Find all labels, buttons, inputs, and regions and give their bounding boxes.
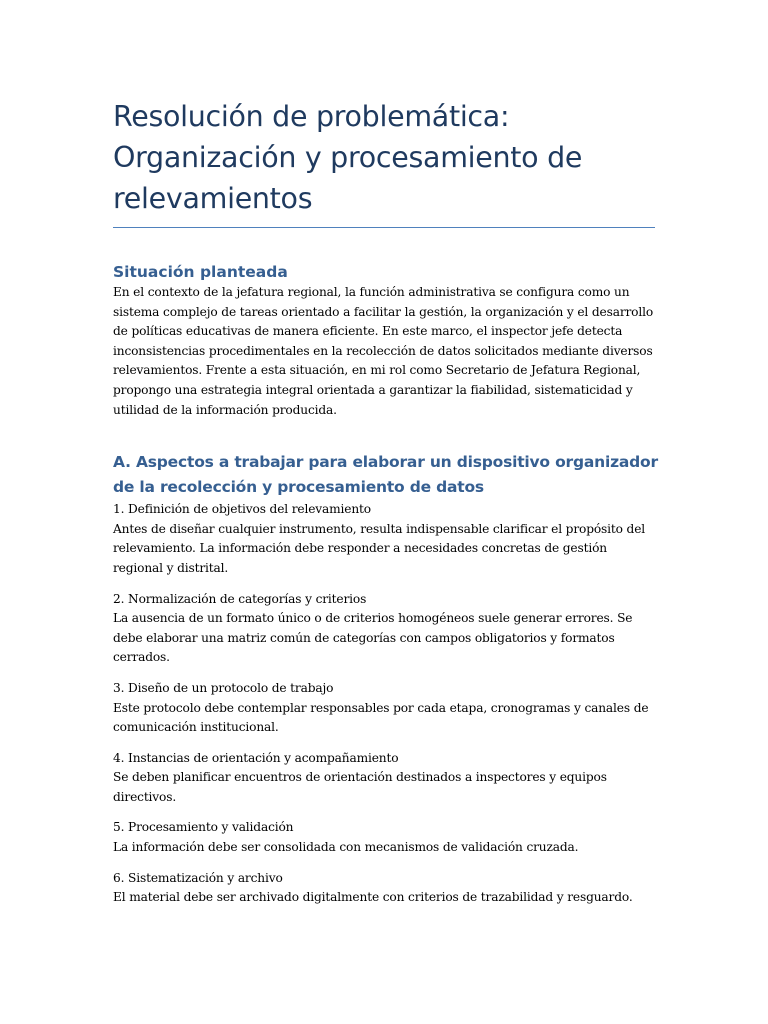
aspecto-item <box>113 818 658 857</box>
aspecto-item <box>113 590 658 668</box>
aspectos-heading: A. Aspectos a trabajar para elaborar un dispositivo organizador de la recolección y procesamiento de datos <box>113 453 658 497</box>
aspecto-item-body: La información debe ser consolidada con mecanismos de validación cruzada. <box>113 840 579 855</box>
aspecto-item <box>113 679 658 738</box>
aspecto-item-title: 1. Definición de objetivos del relevamiento <box>113 502 371 517</box>
aspectos-list <box>113 500 658 908</box>
aspecto-item-title: 6. Sistematización y archivo <box>113 870 283 885</box>
document-page <box>113 96 658 908</box>
aspecto-item-title: 5. Procesamiento y validación <box>113 820 294 835</box>
aspecto-item-title: 4. Instancias de orientación y acompañamiento <box>113 750 399 765</box>
document-title <box>113 96 658 219</box>
aspecto-item-body: Se deben planificar encuentros de orientación destinados a inspectores y equipos directivos. <box>113 770 607 804</box>
aspecto-item-body: La ausencia de un formato único o de criterios homogéneos suele generar errores. Se debe elaborar una matriz común de categorías con campos obligatorios y formatos cerrados. <box>113 611 633 665</box>
aspecto-item <box>113 869 658 908</box>
document-title-line: Resolución de problemática: <box>113 100 510 133</box>
situacion-heading: Situación planteada <box>113 263 288 281</box>
aspecto-item-title: 2. Normalización de categorías y criterios <box>113 591 367 606</box>
situacion-paragraph: En el contexto de la jefatura regional, la función administrativa se configura como un sistema complejo de tareas orientado a facilitar la gestión, la organización y el desarrollo de políticas educativas de manera eficiente. En este marco, el inspector jefe detecta inconsistencias procedimentales en la recolección de datos solicitados mediante diversos relevamientos. Frente a esta situación, en mi rol como Secretario de Jefatura Regional, propongo una estrategia integral orientada a garantizar la fiabilidad, sistematicidad y utilidad de la información producida. <box>113 285 654 417</box>
aspecto-item-body: Este protocolo debe contemplar responsables por cada etapa, cronogramas y canales de comunicación institucional. <box>113 700 649 735</box>
aspecto-item-title: 3. Diseño de un protocolo de trabajo <box>113 680 334 695</box>
aspecto-item-body: Antes de diseñar cualquier instrumento, resulta indispensable clarificar el propósito del relevamiento. La información debe responder a necesidades concretas de gestión regional y distrital. <box>113 521 646 575</box>
aspecto-item <box>113 749 658 808</box>
document-title-line: relevamientos <box>113 182 313 215</box>
aspecto-item <box>113 500 658 578</box>
aspecto-item-body: El material debe ser archivado digitalmente con criterios de trazabilidad y resguardo. <box>113 890 633 905</box>
document-title-line: Organización y procesamiento de <box>113 141 583 174</box>
title-underline-rule <box>113 227 655 228</box>
